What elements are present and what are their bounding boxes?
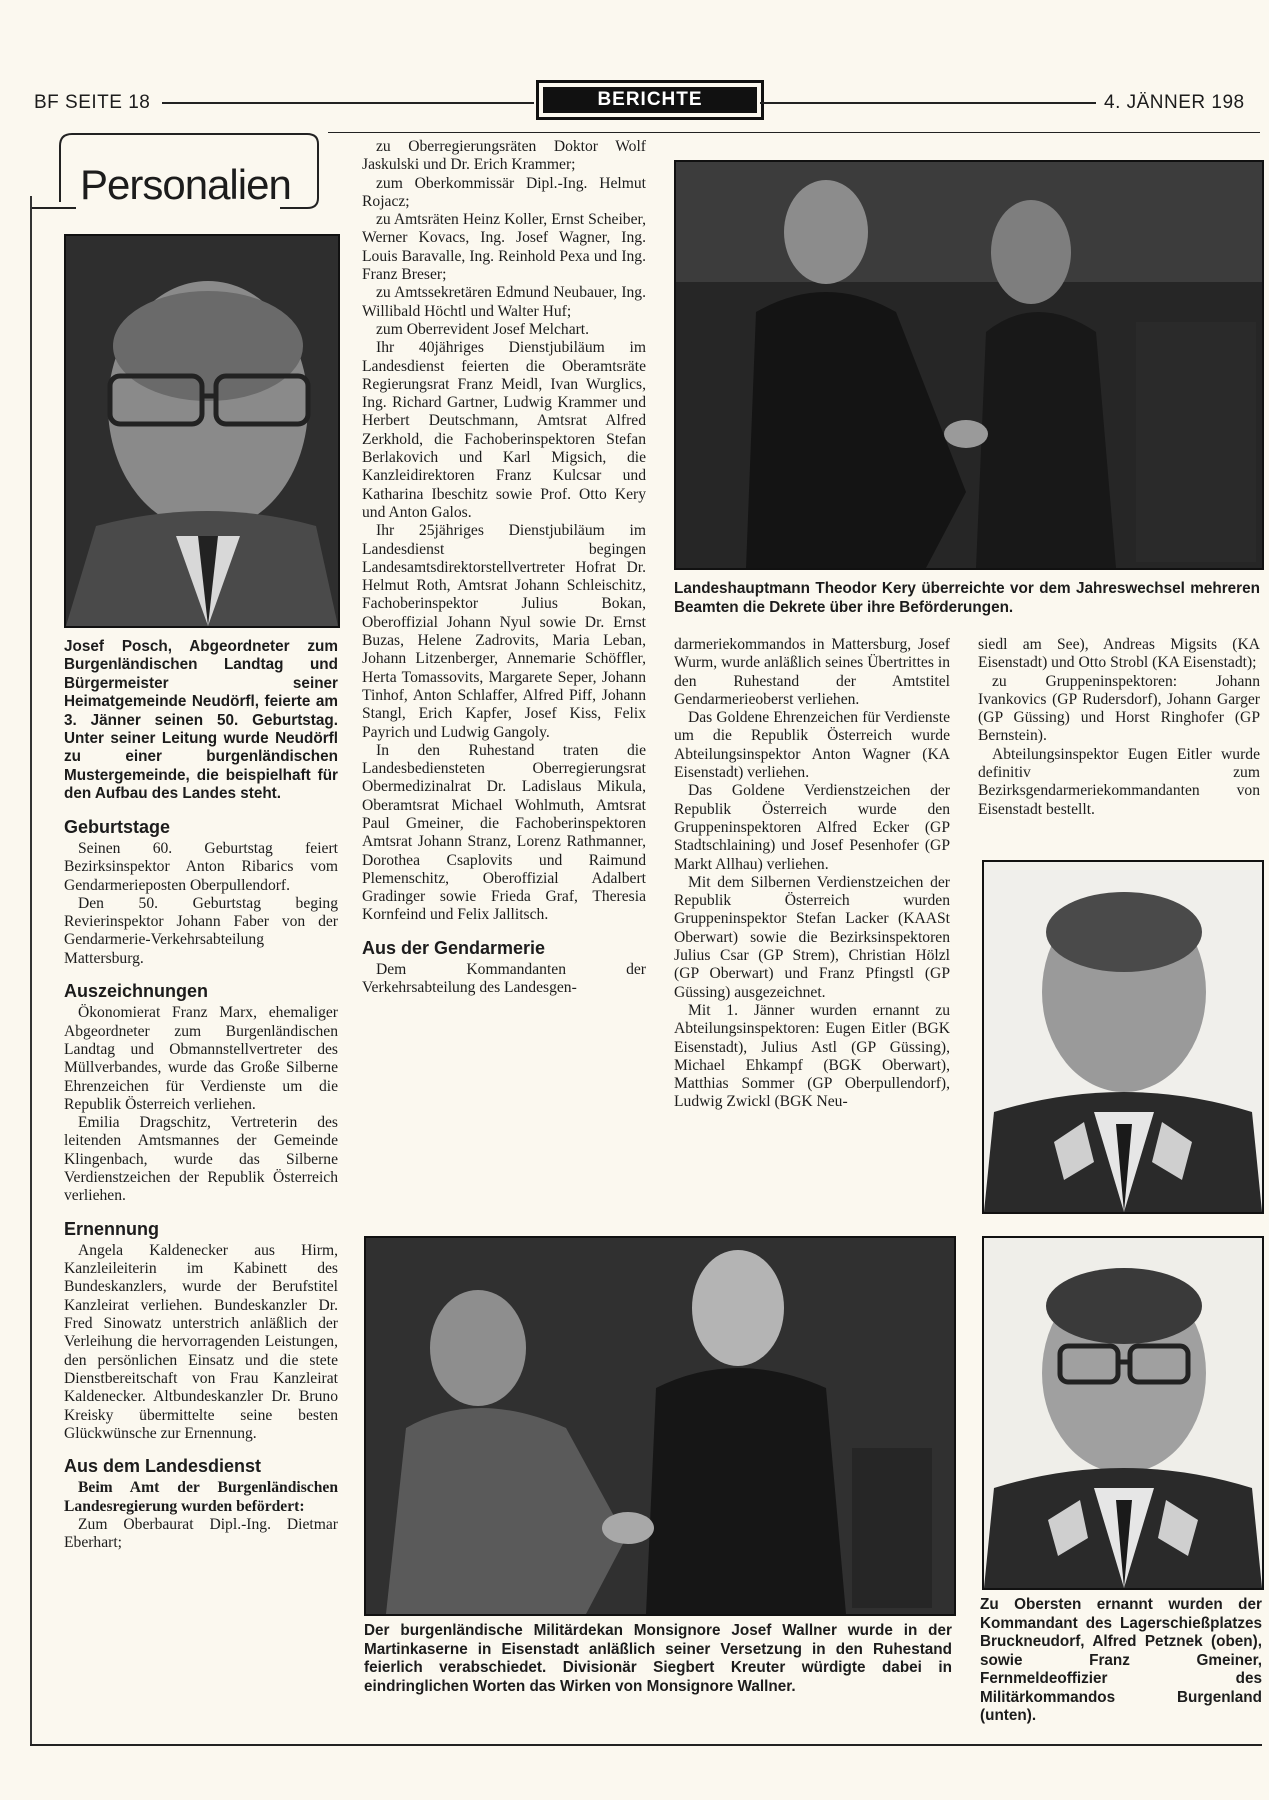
paragraph: darmeriekommandos in Mattersburg, Josef Wurm, wurde anläßlich seines Übertrittes in den Ruhestand der Amtstitel Gendarmerieoberst verliehen.	[674, 636, 950, 708]
heading-auszeichnungen: Auszeichnungen	[64, 981, 209, 1002]
paragraph: Emilia Dragschitz, Vertreterin des leitenden Amtsmannes der Gemeinde Klingenbach, wurde das Silberne Verdienstzeichen der Republik Österreich verliehen.	[64, 1114, 338, 1205]
heading-landesdienst: Aus dem Landesdienst	[64, 1456, 262, 1477]
paragraph: Beim Amt der Burgenländischen Landesregierung wurden befördert:	[64, 1479, 338, 1515]
kery-handshake-photo	[674, 160, 1264, 570]
paragraph: Abteilungsinspektor Eugen Eitler wurde definitiv zum Bezirksgendarmeriekommandanten von Eisenstadt bestellt.	[978, 745, 1260, 818]
paragraph: Angela Kaldenecker aus Hirm, Kanzleileiterin im Kabinett des Bundeskanzlers, wurde der Berufstitel Kanzleirat verliehen. Bundeskanzler Dr. Fred Sinowatz unterstrich anläßlich der Verleihung die hervorragenden Leistungen, den persönlichen Einsatz und die stete Dienstbereitschaft von Frau Kanzleirat Kaldenecker. Altbundeskanzler Dr. Bruno Kreisky übermittelte seine besten Glückwünsche zur Ernennung.	[64, 1241, 338, 1442]
personalien-title: Personalien	[80, 161, 291, 208]
handshake-illustration	[676, 162, 1262, 568]
heading-gendarmerie: Aus der Gendarmerie	[362, 937, 546, 958]
paragraph: Mit 1. Jänner wurden ernannt zu Abteilungsinspektoren: Eugen Eitler (BGK Eisenstadt), Julius Astl (GP Güssing), Michael Ehkampf (BGK Oberwart), Matthias Sommer (GP Oberpullendorf), Ludwig Zwickl (BGK Neu-	[674, 1001, 950, 1111]
section-label: BERICHTE	[543, 87, 757, 113]
portrait-illustration	[66, 236, 338, 626]
heading-ernennung: Ernennung	[64, 1218, 159, 1239]
paragraph: Ihr 40jähriges Dienstjubiläum im Landesdienst feierten die Oberamtsräte Regierungsrat Franz Meidl, Ivan Wurglics, Ing. Richard Gartner, Ludwig Krammer und Herbert Deutschmann, Amtsrat Alfred Zerkhold, die Fachoberinspektoren Stefan Berlakovich und Karl Migsich, die Kanzleidirektoren Franz Kulcsar und Katharina Ibeschitz sowie Prof. Otto Kery und Anton Galos.	[362, 339, 646, 521]
paragraph: Ökonomierat Franz Marx, ehemaliger Abgeordneter zum Burgenländischen Landtag und Obmannstellvertreter des Müllverbandes, wurde das Große Silberne Ehrenzeichen für Verdienste um die Republik Österreich verliehen.	[64, 1004, 338, 1113]
column-4	[978, 636, 1260, 819]
paragraph: Zum Oberbaurat Dipl.-Ing. Dietmar Eberhart;	[64, 1516, 338, 1552]
caption-obersten: Zu Obersten ernannt wurden der Kommandant des Lagerschießplatzes Bruckneudorf, Alfred Petznek (oben), sowie Franz Gmeiner, Fernmeldeoffizier des Militärkommandos Burgenland (unten).	[980, 1596, 1262, 1724]
column-1	[64, 638, 338, 1553]
heading-geburtstage: Geburtstage	[64, 816, 171, 837]
military-handshake-illustration	[366, 1238, 954, 1614]
paragraph: In den Ruhestand traten die Landesbediensteten Oberregierungsrat Obermedizinalrat Dr. Ladislaus Mikula, Oberamtsrat Michael Wohlmuth, Amtsrat Paul Gmeiner, die Fachoberinspektoren Amtsrat Johann Stranz, Lorenz Rathmanner, Dorothea Csaplovits und Raimund Plemenschitz, Oberoffizial Adalbert Gradinger sowie Frieda Graf, Theresia Kornfeind und Felix Jallitsch.	[362, 741, 646, 924]
footer-rule	[30, 1744, 1262, 1746]
petznek-portrait-photo	[982, 860, 1264, 1214]
posch-portrait-photo	[64, 234, 340, 628]
personalien-title-box	[32, 132, 322, 216]
column-rule-left	[30, 196, 32, 1744]
issue-date: 4. JÄNNER 198	[1104, 92, 1245, 113]
paragraph: zum Oberkommissär Dipl.-Ing. Helmut Rojacz;	[362, 174, 646, 210]
paragraph: Mit dem Silbernen Verdienstzeichen der Republik Österreich wurden Gruppeninspektor Stefan Lacker (KAASt Oberwart) sowie die Bezirksinspektoren Julius Csar (GP Strem), Christian Hölzl (GP Oberwart) und Franz Pfingstl (GP Güssing) ausgezeichnet.	[674, 873, 950, 1001]
caption-kery: Landeshauptmann Theodor Kery überreichte vor dem Jahreswechsel mehreren Beamten die Dekrete über ihre Beförderungen.	[674, 580, 1260, 616]
gmeiner-portrait-photo	[982, 1236, 1264, 1590]
paragraph: Das Goldene Ehrenzeichen für Verdienste um die Republik Österreich wurde Abteilungsinspektor Anton Wagner (KA Eisenstadt) verliehen.	[674, 709, 950, 782]
paragraph: zu Gruppeninspektoren: Johann Ivankovics (GP Rudersdorf), Johann Garger (GP Güssing) und Horst Ringhofer (GP Bernstein).	[978, 672, 1260, 745]
column-3	[674, 636, 950, 1112]
header-rule-left	[162, 102, 534, 104]
header-rule-right	[760, 102, 1096, 104]
paragraph: zu Oberregierungsräten Doktor Wolf Jaskulski und Dr. Erich Krammer;	[362, 138, 646, 174]
wallner-handshake-photo	[364, 1236, 956, 1616]
top-rule-col2	[328, 132, 1260, 133]
paragraph: Den 50. Geburtstag beging Revierinspektor Johann Faber von der Gendarmerie-Verkehrsabteilung Mattersburg.	[64, 894, 338, 967]
paragraph: siedl am See), Andreas Migsits (KA Eisenstadt) und Otto Strobl (KA Eisenstadt);	[978, 636, 1260, 672]
page-number: BF SEITE 18	[34, 92, 151, 113]
paragraph: Seinen 60. Geburtstag feiert Bezirksinspektor Anton Ribarics vom Gendarmerieposten Oberpullendorf.	[64, 839, 338, 894]
officer-illustration	[984, 1238, 1262, 1588]
paragraph: zum Oberrevident Josef Melchart.	[376, 320, 590, 338]
paragraph: zu Amtssekretären Edmund Neubauer, Ing. Willibald Höchtl und Walter Huf;	[362, 284, 646, 320]
caption-wallner: Der burgenländische Militärdekan Monsignore Josef Wallner wurde in der Martinkaserne in Eisenstadt anläßlich seiner Versetzung in den Ruhestand feierlich verabschiedet. Divisionär Siegbert Kreuter würdigte dabei in eindringlichen Worten das Wirken von Monsignore Wallner.	[364, 1622, 952, 1695]
caption-posch: Josef Posch, Abgeordneter zum Burgenländischen Landtag und Bürgermeister seiner Heimatgemeinde Neudörfl, feierte am 3. Jänner seinen 50. Geburtstag. Unter seiner Leitung wurde Neudörfl zu einer burgenländischen Mustergemeinde, die beispielhaft für den Aufbau des Landes steht.	[64, 638, 338, 803]
officer-illustration	[984, 862, 1262, 1212]
column-2	[362, 138, 646, 998]
paragraph: zu Amtsräten Heinz Koller, Ernst Scheiber, Werner Kovacs, Ing. Josef Wagner, Ing. Louis Baravalle, Ing. Reinhold Pexa und Ing. Franz Breser;	[362, 211, 646, 284]
section-label-box	[536, 80, 764, 120]
paragraph: Dem Kommandanten der Verkehrsabteilung des Landesgen-	[362, 961, 646, 997]
paragraph: Das Goldene Verdienstzeichen der Republik Österreich wurde den Gruppeninspektoren Alfred Ecker (GP Stadtschlaining) und Josef Pesenhofer (GP Markt Allhau) verliehen.	[674, 782, 950, 873]
paragraph: Ihr 25jähriges Dienstjubiläum im Landesdienst begingen Landesamtsdirektorstellvertreter Hofrat Dr. Helmut Roth, Amtsrat Johann Schleischitz, Fachoberinspektor Julius Bokan, Oberoffizial Johann Nyul sowie Dr. Ernst Buzas, Helene Zadrovits, Maria Leban, Johann Litzenberger, Annemarie Schöffler, Herta Tomassovits, Margarete Seper, Johann Tinhof, Anton Schlaffer, Alfred Piff, Johann Stangl, Erich Kapfer, Josef Kiss, Felix Payrich und Ludwig Gangoly.	[362, 522, 646, 741]
